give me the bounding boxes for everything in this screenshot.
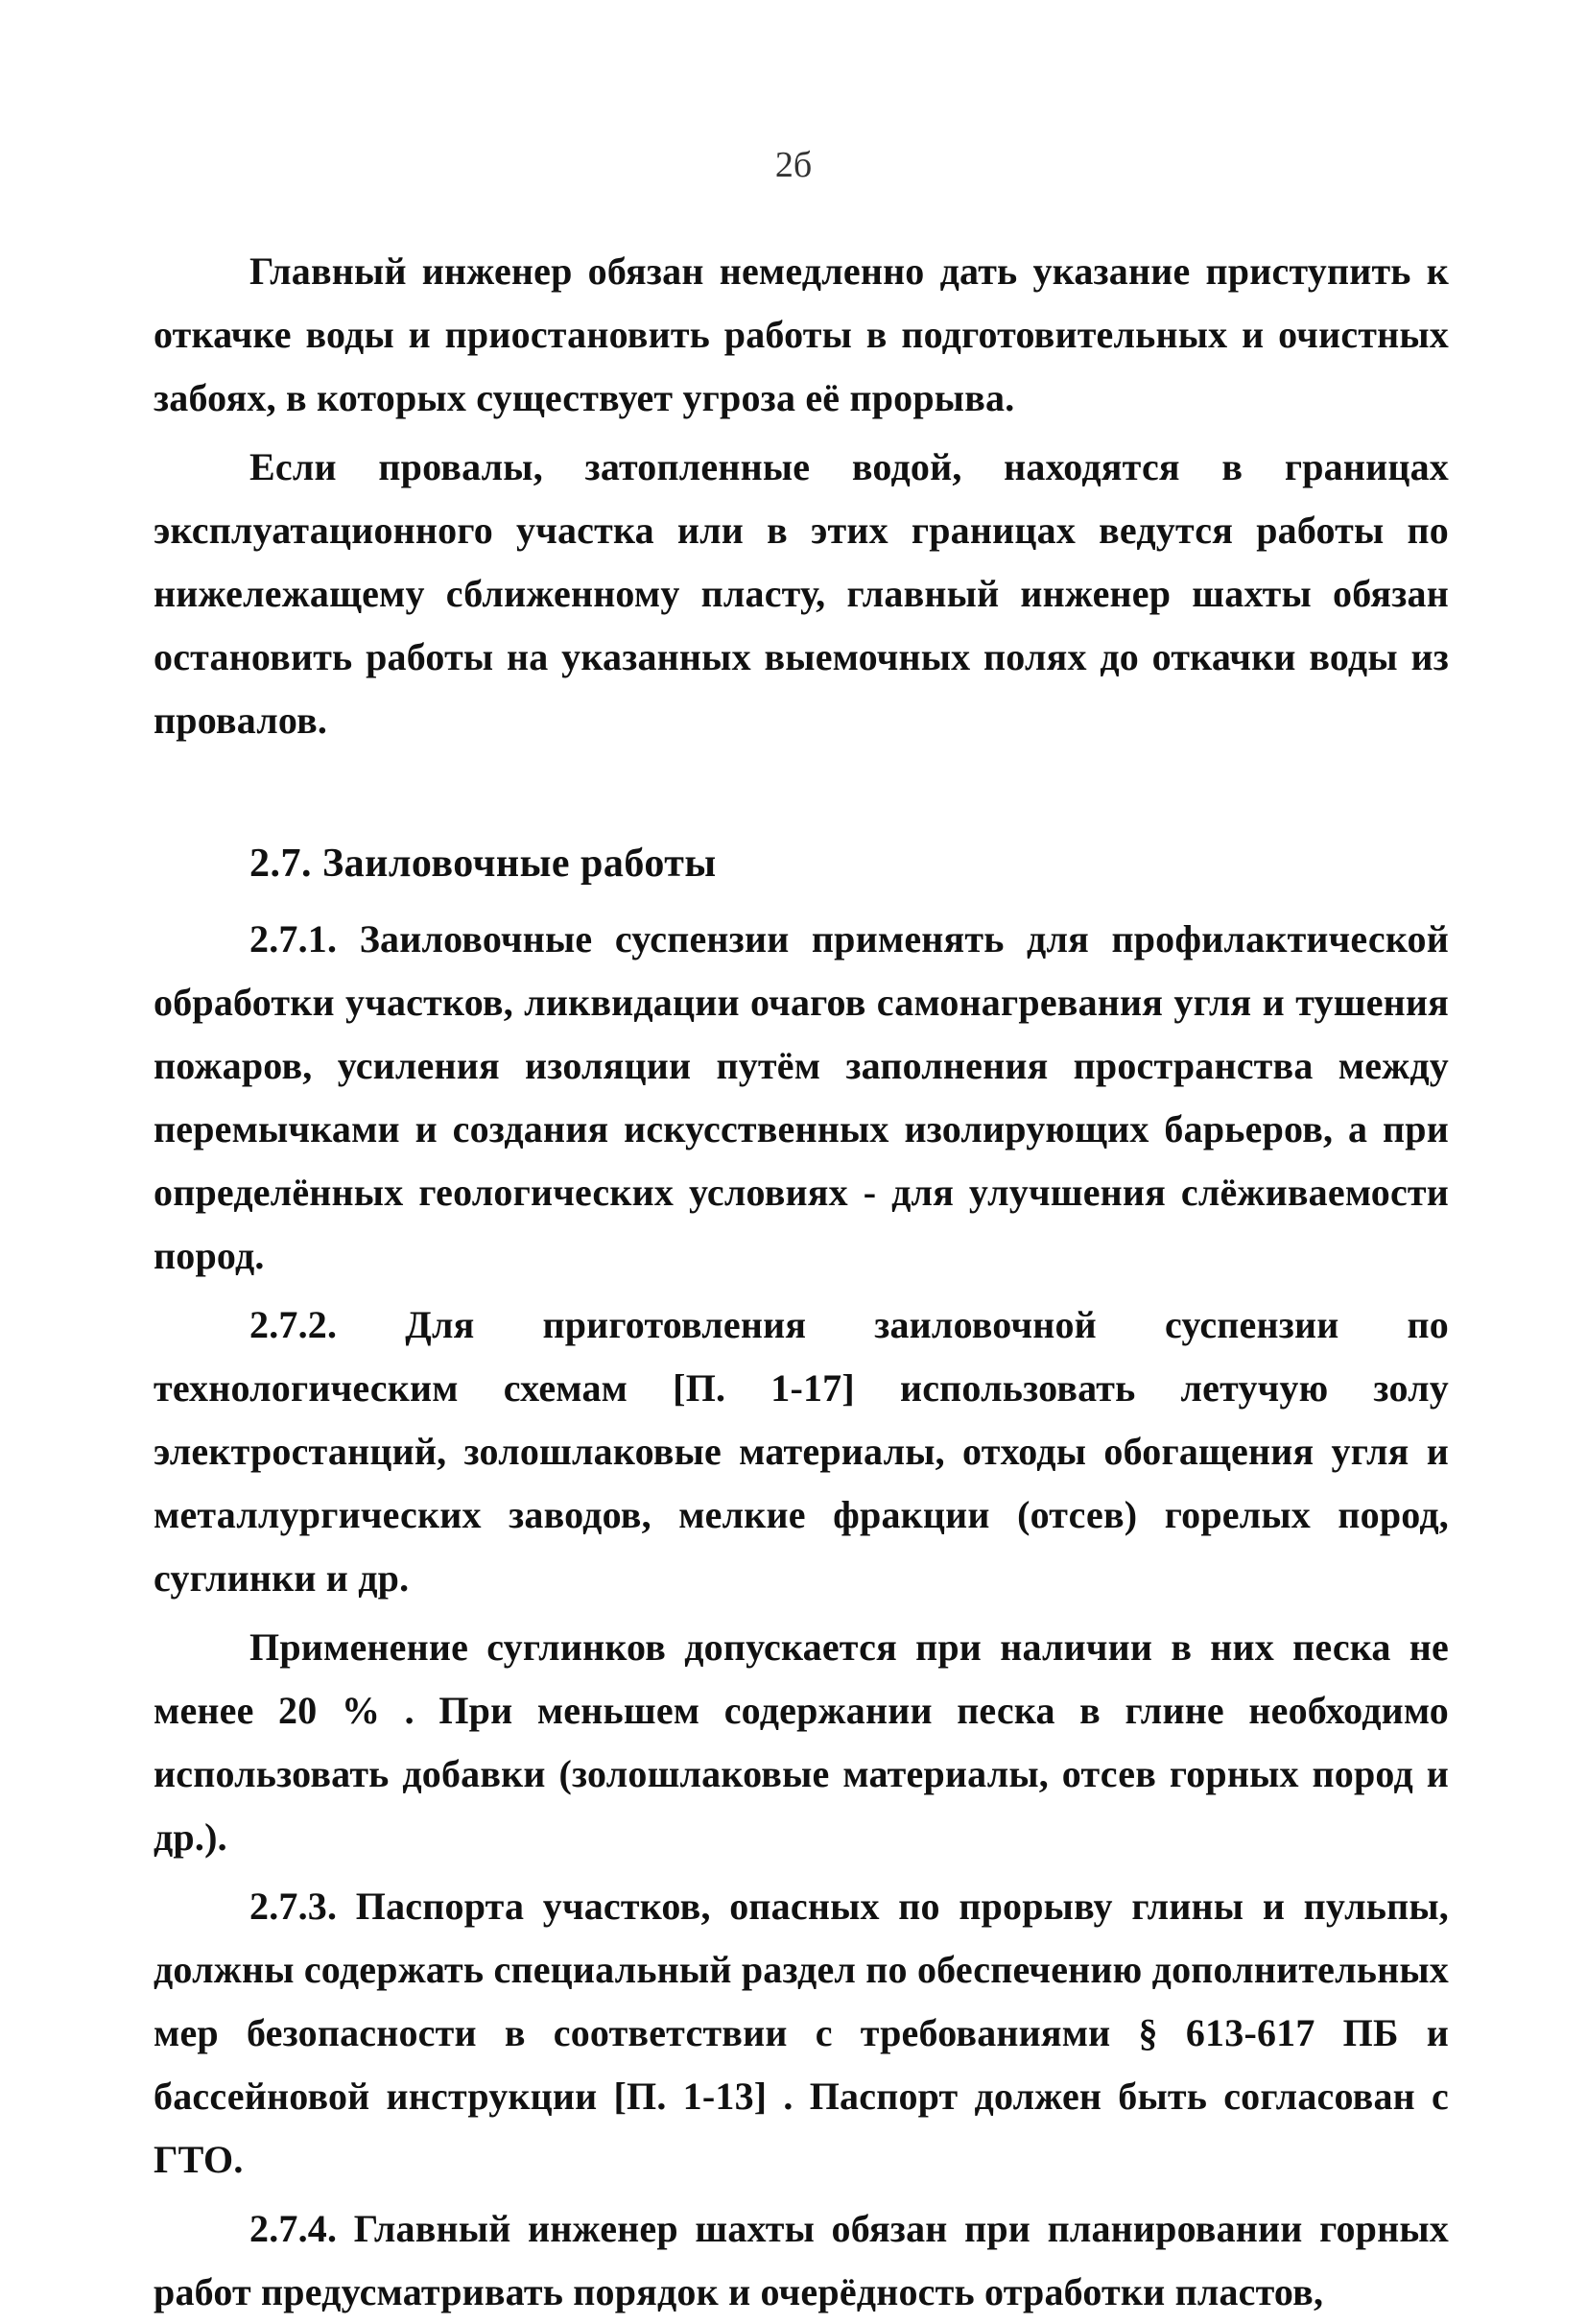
paragraph: Если провалы, затопленные водой, находятся в границах эксплуатационного участка или в этих границах ведутся работы по нижележащему сближенному пласту, главный инженер шахты обязан остановить работы на указанных выемочных полях до откачки воды из провалов. — [154, 445, 1449, 742]
paragraph: 2.7.1. Заиловочные суспензии применять для профилактической обработки участков, ликвидации очагов самонагревания угля и тушения пожаров, усиления изоляции путём заполнения пространства между перемычками и создания искусственных изолирующих барьеров, а при определённых геологических условиях - для улучшения слёживаемости пород. — [154, 917, 1449, 1277]
paragraph: Главный инженер обязан немедленно дать указание приступить к откачке воды и приостановить работы в подготовительных и очистных забоях, в которых существует угроза её прорыва. — [154, 249, 1449, 419]
paragraph: 2.7.2. Для приготовления заиловочной суспензии по технологическим схемам [П. 1-17] использовать летучую золу электростанций, золошлаковые материалы, отходы обогащения угля и металлургических заводов, мелкие фракции (отсев) горелых пород, суглинки и др. — [154, 1303, 1449, 1600]
section-heading: 2.7. Заиловочные работы — [249, 842, 717, 886]
paragraph: 2.7.4. Главный инженер шахты обязан при планировании горных работ предусматривать порядок и очерёдность отработки пластов, — [154, 2207, 1449, 2313]
page-content — [154, 240, 1449, 2324]
page-number: 2б — [774, 145, 813, 185]
paragraph: Применение суглинков допускается при наличии в них песка не менее 20 % . При меньшем содержании песка в глине необходимо использовать добавки (золошлаковые материалы, отсев горных пород и др.). — [154, 1625, 1449, 1859]
paragraph: 2.7.3. Паспорта участков, опасных по прорыву глины и пульпы, должны содержать специальный раздел по обеспечению дополнительных мер безопасности в соответствии с требованиями § 613-617 ПБ и бассейновой инструкции [П. 1-13] . Паспорт должен быть согласован с ГТО. — [154, 1885, 1449, 2181]
